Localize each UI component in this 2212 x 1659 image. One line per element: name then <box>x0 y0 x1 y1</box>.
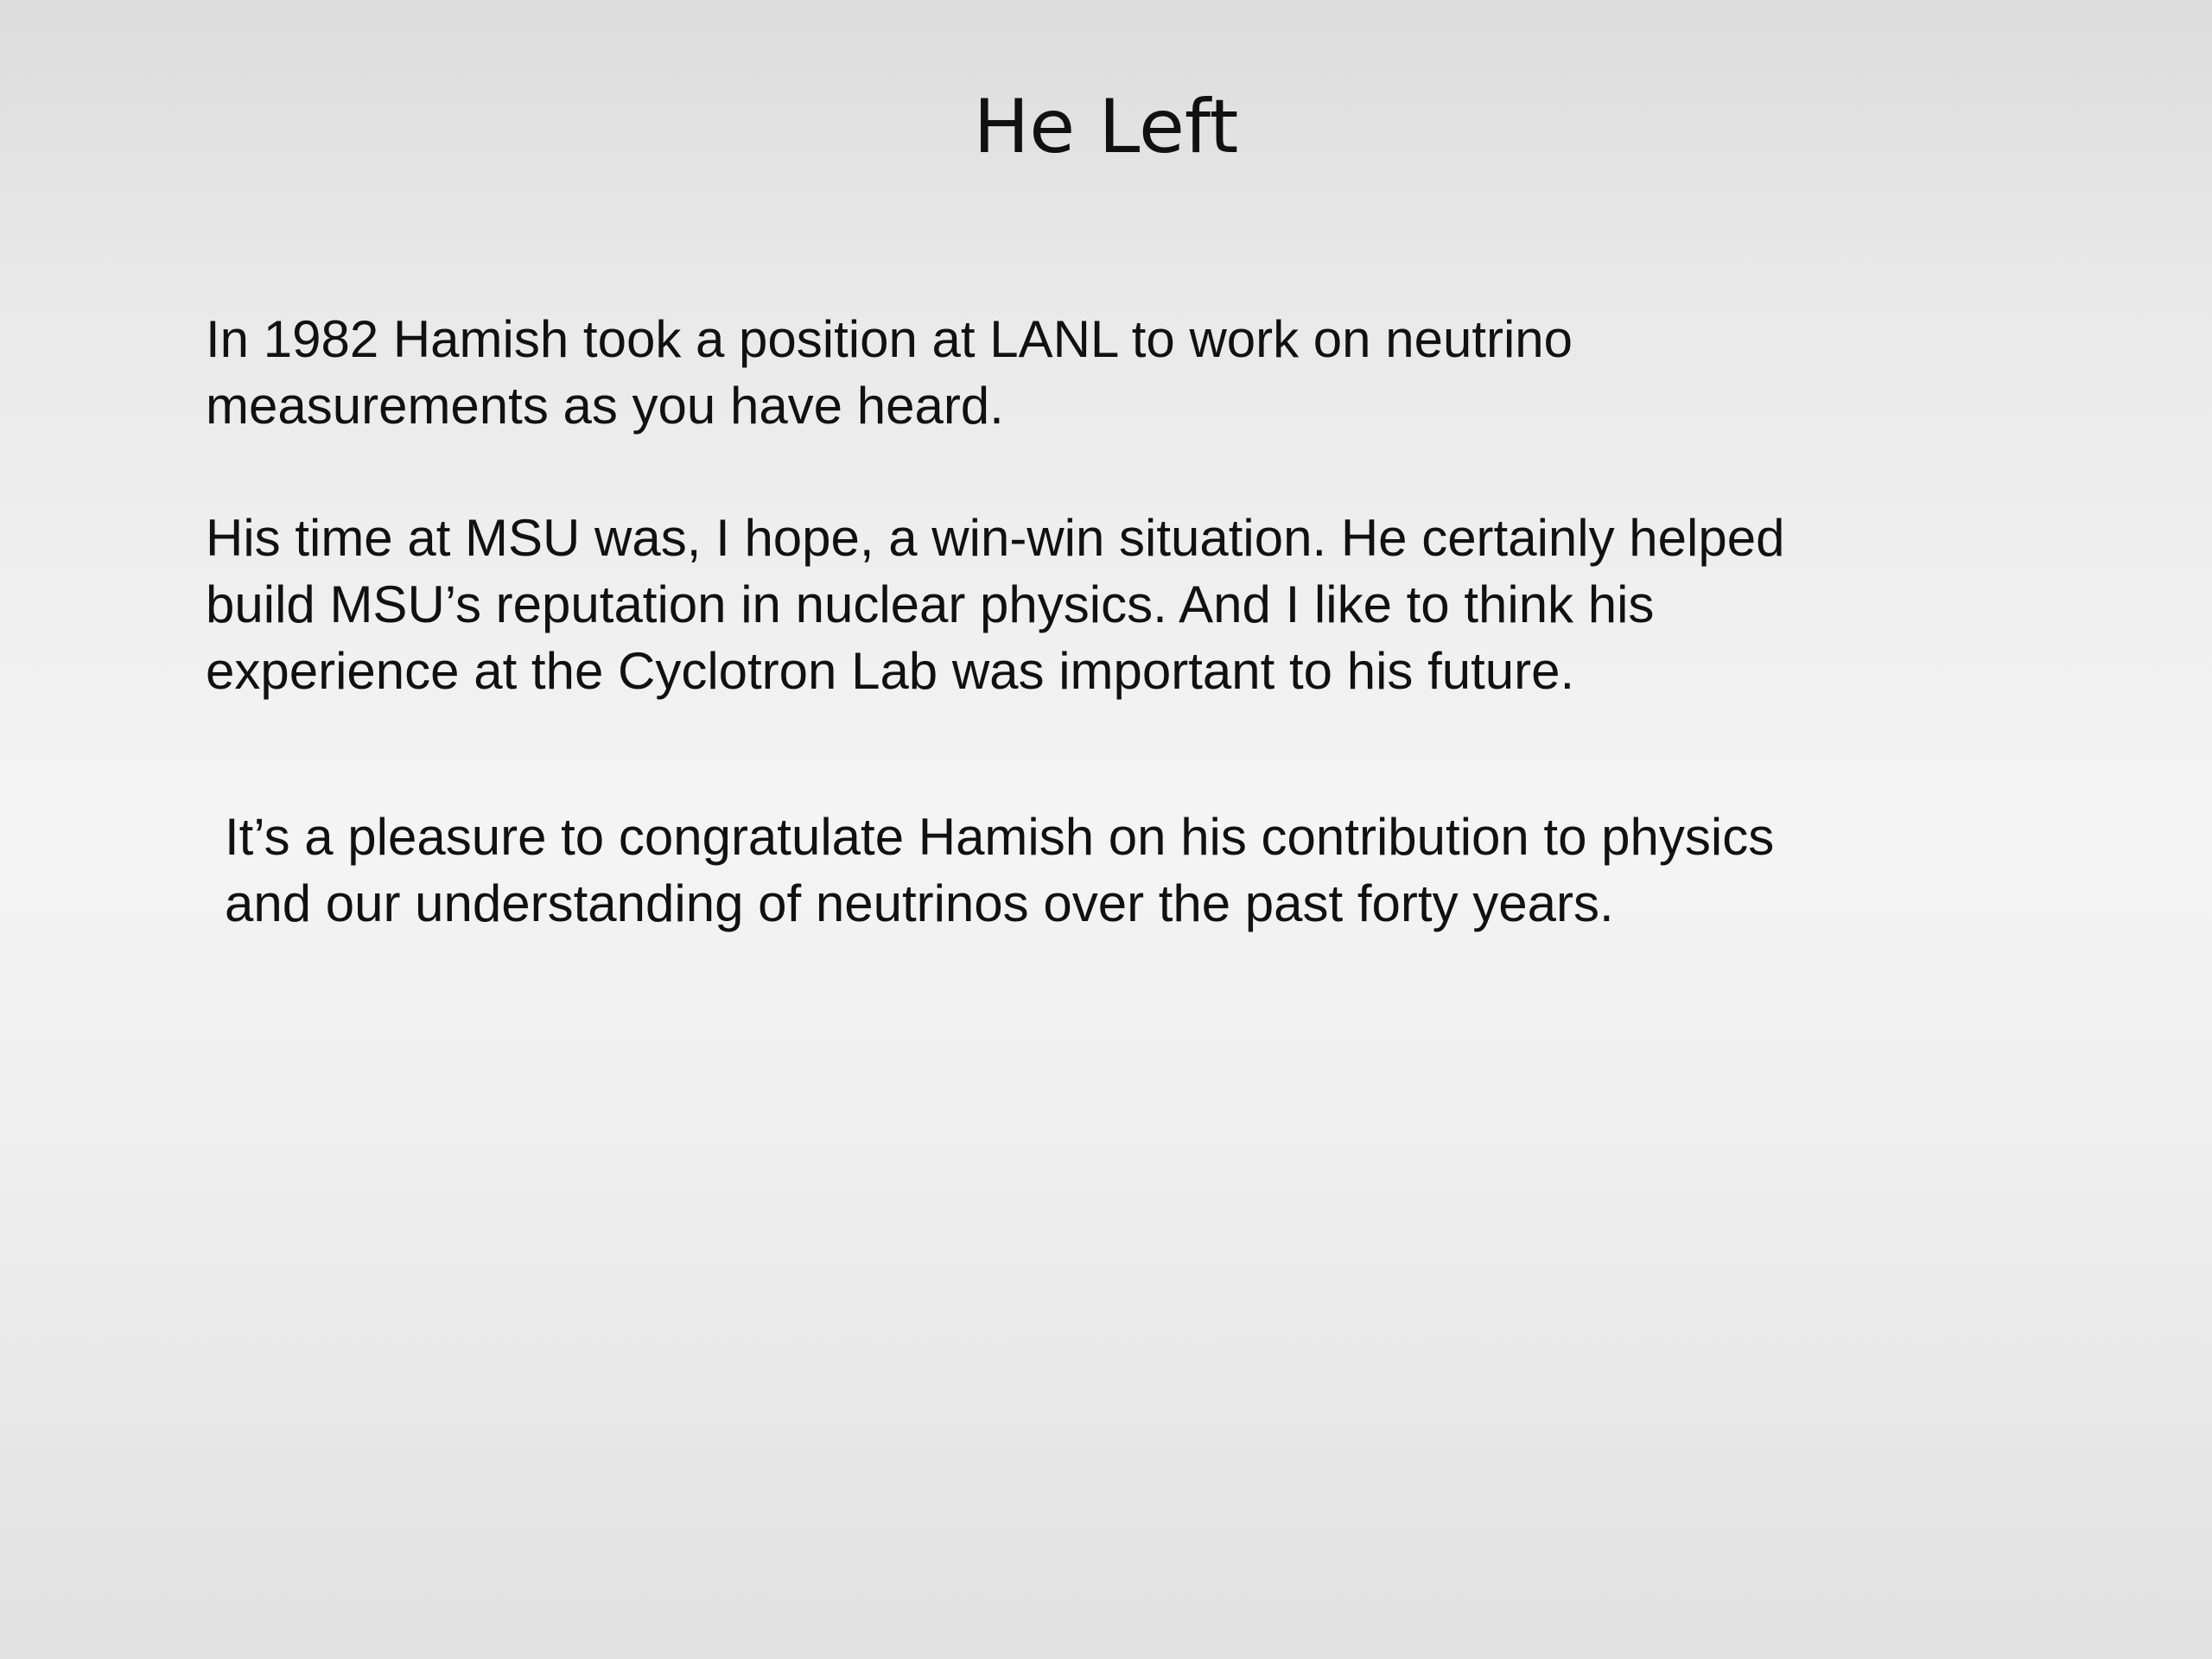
paragraph-line: experience at the Cyclotron Lab was important to his future. <box>206 642 1575 700</box>
paragraph-line: measurements as you have heard. <box>206 377 1004 435</box>
paragraph-msu-time <box>206 505 1784 704</box>
paragraph-line: In 1982 Hamish took a position at LANL to work on neutrino <box>206 310 1573 368</box>
paragraph-congratulations <box>225 804 1774 937</box>
slide-title: He Left <box>973 84 1239 170</box>
paragraph-line: His time at MSU was, I hope, a win-win situation. He certainly helped <box>206 509 1785 567</box>
paragraph-lanl-move <box>206 306 1573 439</box>
paragraph-line: It’s a pleasure to congratulate Hamish on his contribution to physics <box>225 808 1775 866</box>
paragraph-line: build MSU’s reputation in nuclear physics. And I like to think his <box>206 575 1655 633</box>
paragraph-line: and our understanding of neutrinos over the past forty years. <box>225 874 1614 932</box>
